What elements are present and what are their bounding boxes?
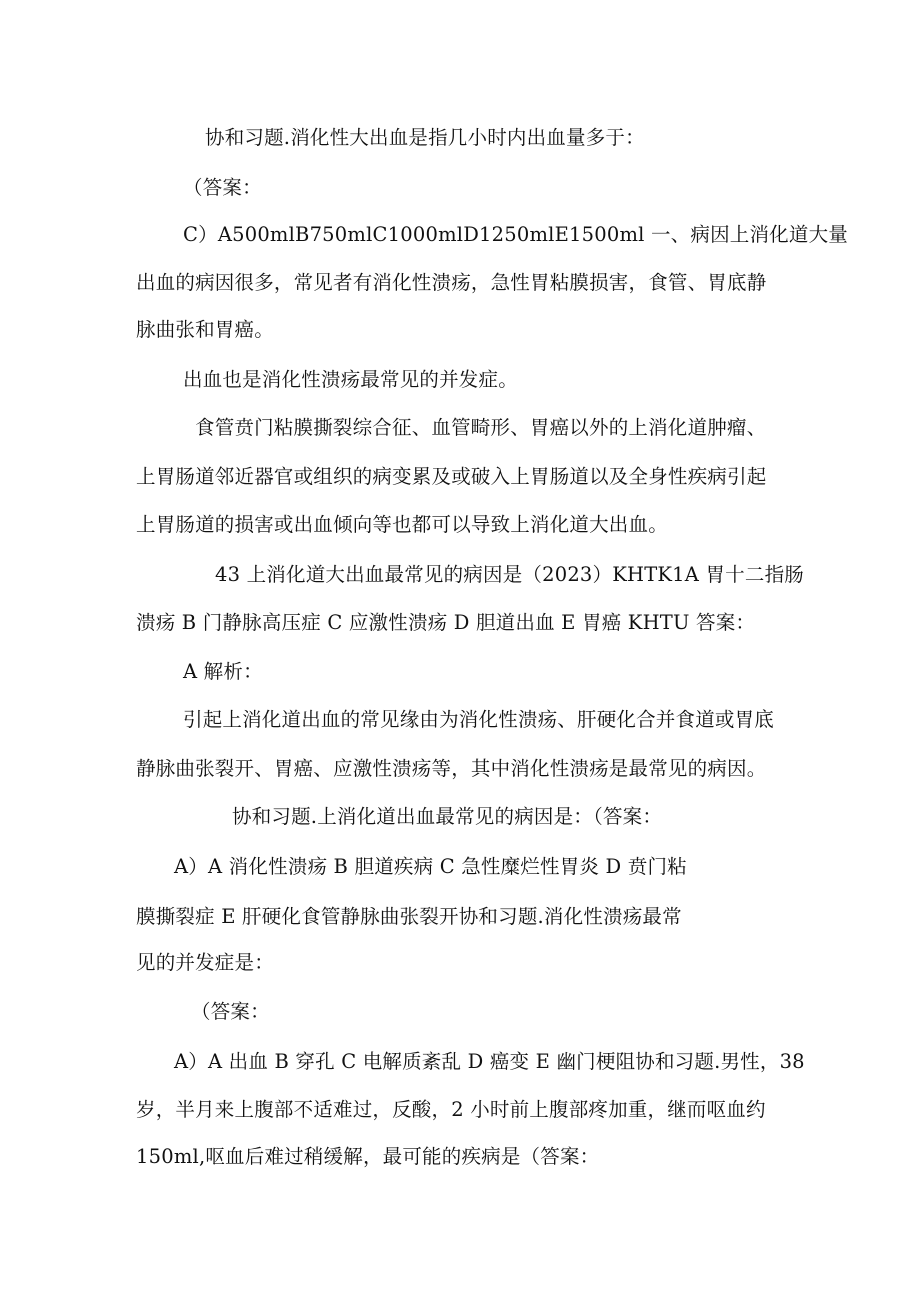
text-line: C）A500mlB750mlC1000mlD1250mlE1500ml 一、病因上消化道大量 xyxy=(183,223,848,246)
text-line: （答案： xyxy=(183,176,262,199)
text-line: 上胃肠道邻近器官或组织的病变累及或破入上胃肠道以及全身性疾病引起 xyxy=(136,465,767,488)
text-line: 出血的病因很多，常见者有消化性溃疡，急性胃粘膜损害，食管、胃底静 xyxy=(136,271,767,294)
text-line: A）A 出血 B 穿孔 C 电解质紊乱 D 癌变 E 幽门梗阻协和习题.男性，38 xyxy=(174,1050,805,1073)
text-line: 见的并发症是： xyxy=(136,951,274,974)
text-line: 上胃肠道的损害或出血倾向等也都可以导致上消化道大出血。 xyxy=(136,513,668,536)
text-line: 静脉曲张裂开、胃癌、应激性溃疡等，其中消化性溃疡是最常见的病因。 xyxy=(136,757,767,780)
text-line: 150ml,呕血后难过稍缓解，最可能的疾病是（答案： xyxy=(136,1145,600,1168)
text-line: 引起上消化道出血的常见缘由为消化性溃疡、肝硬化合并食道或胃底 xyxy=(183,708,775,731)
text-line: 出血也是消化性溃疡最常见的并发症。 xyxy=(183,368,518,391)
text-line: 43 上消化道大出血最常见的病因是（2023）KHTK1A 胃十二指肠 xyxy=(215,563,804,586)
text-line: （答案： xyxy=(191,1000,270,1023)
text-line: 膜撕裂症 E 肝硬化食管静脉曲张裂开协和习题.消化性溃疡最常 xyxy=(136,905,682,928)
text-line: 溃疡 B 门静脉高压症 C 应激性溃疡 D 胆道出血 E 胃癌 KHTU 答案： xyxy=(136,611,756,634)
text-line: 食管贲门粘膜撕裂综合征、血管畸形、胃癌以外的上消化道肿瘤、 xyxy=(195,416,767,439)
text-line: 协和习题.上消化道出血最常见的病因是：（答案： xyxy=(232,805,663,828)
text-line: 脉曲张和胃癌。 xyxy=(136,318,274,341)
text-line: 协和习题.消化性大出血是指几小时内出血量多于： xyxy=(205,126,645,149)
text-line: 岁，半月来上腹部不适难过，反酸，2 小时前上腹部疼加重，继而呕血约 xyxy=(136,1098,766,1121)
text-line: A 解析： xyxy=(183,660,263,683)
text-line: A）A 消化性溃疡 B 胆道疾病 C 急性糜烂性胃炎 D 贲门粘 xyxy=(174,855,687,878)
